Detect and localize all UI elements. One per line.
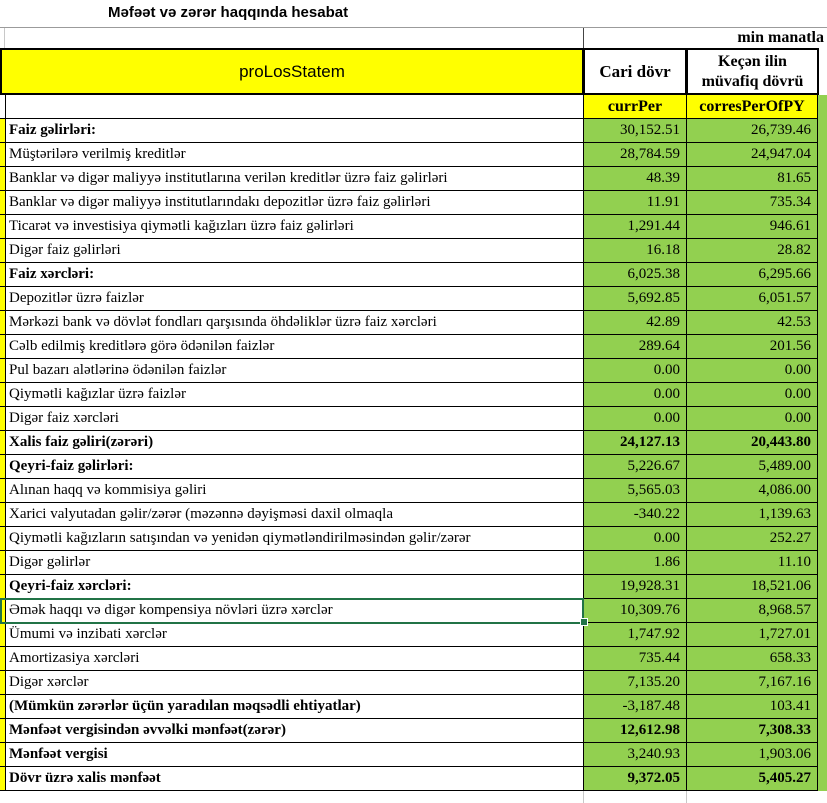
table-row <box>0 239 818 263</box>
row-label-cell[interactable]: Qeyri-faiz xərcləri: <box>6 575 583 598</box>
row-label-cell[interactable]: Xalis faiz gəliri(zərəri) <box>6 431 583 454</box>
previous-period-value-cell[interactable]: 0.00 <box>686 407 818 430</box>
current-period-value-cell[interactable]: -340.22 <box>583 503 686 526</box>
sheet-gridline <box>583 791 584 803</box>
previous-period-value-cell[interactable]: 5,489.00 <box>686 455 818 478</box>
row-label-cell[interactable]: Banklar və digər maliyyə institutlarına verilən kreditlər üzrə faiz gəlirləri <box>6 167 583 190</box>
current-period-value-cell[interactable]: 30,152.51 <box>583 119 686 142</box>
current-period-value-cell[interactable]: 1,747.92 <box>583 623 686 646</box>
table-row <box>0 167 818 191</box>
previous-period-value-cell[interactable]: 1,903.06 <box>686 743 818 766</box>
row-label-cell[interactable]: Mənfəət vergisindən əvvəlki mənfəət(zərər) <box>6 719 583 742</box>
previous-period-header-line1: Keçən ilin <box>718 52 787 70</box>
row-label-cell[interactable]: Müştərilərə verilmiş kreditlər <box>6 143 583 166</box>
current-period-value-cell[interactable]: 12,612.98 <box>583 719 686 742</box>
previous-period-value-cell[interactable]: 28.82 <box>686 239 818 262</box>
right-margin-column[interactable] <box>818 95 827 791</box>
current-period-value-cell[interactable]: 28,784.59 <box>583 143 686 166</box>
previous-period-value-cell[interactable]: 6,295.66 <box>686 263 818 286</box>
previous-period-value-cell[interactable]: 1,727.01 <box>686 623 818 646</box>
page-title: Məfəət və zərər haqqında hesabat <box>108 4 349 21</box>
table-row <box>0 215 818 239</box>
row-label-cell[interactable]: (Mümkün zərərlər üçün yaradılan məqsədli ehtiyatlar) <box>6 695 583 718</box>
table-row <box>0 479 818 503</box>
previous-period-value-cell[interactable]: 0.00 <box>686 359 818 382</box>
row-label-cell[interactable]: Qeyri-faiz gəlirləri: <box>6 455 583 478</box>
row-label-cell[interactable]: Digər faiz xərcləri <box>6 407 583 430</box>
row-label-cell[interactable]: Banklar və digər maliyyə institutlarındakı depozitlər üzrə faiz gəlirləri <box>6 191 583 214</box>
previous-period-value-cell[interactable]: 5,405.27 <box>686 767 818 790</box>
row-label-cell[interactable]: Xarici valyutadan gəlir/zərər (məzənnə dəyişməsi daxil olmaqla <box>6 503 583 526</box>
current-period-value-cell[interactable]: 7,135.20 <box>583 671 686 694</box>
current-period-value-cell[interactable]: -3,187.48 <box>583 695 686 718</box>
previous-period-value-cell[interactable]: 658.33 <box>686 647 818 670</box>
previous-period-value-cell[interactable]: 7,167.16 <box>686 671 818 694</box>
sheet-gridline <box>686 791 687 803</box>
previous-period-value-cell[interactable]: 946.61 <box>686 215 818 238</box>
row-label-cell[interactable]: Dövr üzrə xalis mənfəət <box>6 767 583 790</box>
unit-note: min manatla <box>737 29 824 46</box>
row-label-cell[interactable]: Digər gəlirlər <box>6 551 583 574</box>
previous-period-value-cell[interactable]: 11.10 <box>686 551 818 574</box>
table-row <box>0 431 818 455</box>
previous-period-value-cell[interactable]: 6,051.57 <box>686 287 818 310</box>
table-row <box>0 551 818 575</box>
row-label-cell[interactable]: Faiz gəlirləri: <box>6 119 583 142</box>
previous-period-header-line2: müvafiq dövrü <box>701 72 804 90</box>
row-label-cell[interactable]: Əmək haqqı və digər kompensiya növləri üzrə xərclər <box>6 599 583 622</box>
current-period-value-cell[interactable]: 19,928.31 <box>583 575 686 598</box>
row-label-cell[interactable]: Ticarət və investisiya qiymətli kağızları üzrə faiz gəlirləri <box>6 215 583 238</box>
column-divider <box>583 28 584 48</box>
row-label-cell[interactable]: Digər faiz gəlirləri <box>6 239 583 262</box>
row-label-cell[interactable]: Amortizasiya xərcləri <box>6 647 583 670</box>
previous-period-value-cell[interactable]: 81.65 <box>686 167 818 190</box>
statement-header-cell[interactable]: proLosStatem <box>0 48 584 95</box>
row-label-cell[interactable]: Cəlb edilmiş kreditlərə görə ödənilən faizlər <box>6 335 583 358</box>
table-row <box>0 455 818 479</box>
table-row <box>0 743 818 767</box>
row-label-cell[interactable]: Alınan haqq və kommisiya gəliri <box>6 479 583 502</box>
row-label-cell[interactable]: Mənfəət vergisi <box>6 743 583 766</box>
current-period-value-cell[interactable]: 0.00 <box>583 383 686 406</box>
row-label-cell[interactable]: Faiz xərcləri: <box>6 263 583 286</box>
table-row <box>0 503 818 527</box>
current-period-value-cell[interactable]: 0.00 <box>583 359 686 382</box>
current-period-value-cell[interactable]: 1.86 <box>583 551 686 574</box>
table-row <box>0 383 818 407</box>
previous-period-value-cell[interactable]: 24,947.04 <box>686 143 818 166</box>
previous-period-value-cell[interactable]: 201.56 <box>686 335 818 358</box>
previous-period-value-cell[interactable]: 252.27 <box>686 527 818 550</box>
current-period-value-cell[interactable]: 3,240.93 <box>583 743 686 766</box>
table-row <box>0 599 818 623</box>
table-body <box>0 119 818 791</box>
previous-period-value-cell[interactable]: 18,521.06 <box>686 575 818 598</box>
current-period-value-cell[interactable]: 5,692.85 <box>583 287 686 310</box>
table-row <box>0 719 818 743</box>
current-period-value-cell[interactable]: 5,565.03 <box>583 479 686 502</box>
current-period-value-cell[interactable]: 9,372.05 <box>583 767 686 790</box>
table-row <box>0 647 818 671</box>
current-period-value-cell[interactable]: 11.91 <box>583 191 686 214</box>
previous-period-value-cell[interactable]: 7,308.33 <box>686 719 818 742</box>
row-label-cell[interactable]: Ümumi və inzibati xərclər <box>6 623 583 646</box>
current-period-value-cell[interactable]: 1,291.44 <box>583 215 686 238</box>
empty-cell[interactable] <box>6 95 583 118</box>
table-row <box>0 287 818 311</box>
previous-period-value-cell[interactable]: 8,968.57 <box>686 599 818 622</box>
current-period-value-cell[interactable]: 16.18 <box>583 239 686 262</box>
unit-note-row <box>0 28 827 48</box>
table-row <box>0 191 818 215</box>
current-period-code-cell[interactable]: currPer <box>583 95 686 118</box>
current-period-value-cell[interactable]: 42.89 <box>583 311 686 334</box>
current-period-value-cell[interactable]: 735.44 <box>583 647 686 670</box>
previous-period-value-cell[interactable]: 0.00 <box>686 383 818 406</box>
current-period-value-cell[interactable]: 48.39 <box>583 167 686 190</box>
row-label-cell[interactable]: Mərkəzi bank və dövlət fondları qarşısında öhdəliklər üzrə faiz xərcləri <box>6 311 583 334</box>
table-row <box>0 527 818 551</box>
current-period-value-cell[interactable]: 6,025.38 <box>583 263 686 286</box>
previous-period-code-cell[interactable]: corresPerOfPY <box>686 95 818 118</box>
row-label-cell[interactable]: Qiymətli kağızlar üzrə faizlər <box>6 383 583 406</box>
previous-period-value-cell[interactable]: 26,739.46 <box>686 119 818 142</box>
previous-period-header-cell[interactable] <box>686 48 819 95</box>
current-period-value-cell[interactable]: 10,309.76 <box>583 599 686 622</box>
table-row <box>0 407 818 431</box>
previous-period-value-cell[interactable]: 103.41 <box>686 695 818 718</box>
previous-period-value-cell[interactable]: 4,086.00 <box>686 479 818 502</box>
current-period-value-cell[interactable]: 0.00 <box>583 407 686 430</box>
table-row <box>0 767 818 791</box>
previous-period-value-cell[interactable]: 20,443.80 <box>686 431 818 454</box>
row-label-cell[interactable]: Digər xərclər <box>6 671 583 694</box>
current-period-value-cell[interactable]: 289.64 <box>583 335 686 358</box>
previous-period-value-cell[interactable]: 735.34 <box>686 191 818 214</box>
previous-period-value-cell[interactable]: 42.53 <box>686 311 818 334</box>
table-row <box>0 143 818 167</box>
row-label-cell[interactable]: Qiymətli kağızların satışından və yenidən qiymətləndirilməsindən gəlir/zərər <box>6 527 583 550</box>
row-label-cell[interactable]: Depozitlər üzrə faizlər <box>6 287 583 310</box>
table-row <box>0 623 818 647</box>
current-period-header-cell[interactable]: Cari dövr <box>583 48 687 95</box>
current-period-value-cell[interactable]: 5,226.67 <box>583 455 686 478</box>
table-row <box>0 311 818 335</box>
row-label-cell[interactable]: Pul bazarı alətlərinə ödənilən faizlər <box>6 359 583 382</box>
table-row <box>0 671 818 695</box>
current-period-value-cell[interactable]: 0.00 <box>583 527 686 550</box>
table-row <box>0 335 818 359</box>
table-row <box>0 575 818 599</box>
table-row <box>0 263 818 287</box>
table-row <box>0 359 818 383</box>
previous-period-value-cell[interactable]: 1,139.63 <box>686 503 818 526</box>
column-codes-row <box>0 95 818 119</box>
current-period-value-cell[interactable]: 24,127.13 <box>583 431 686 454</box>
table-row <box>0 695 818 719</box>
table-row <box>0 119 818 143</box>
